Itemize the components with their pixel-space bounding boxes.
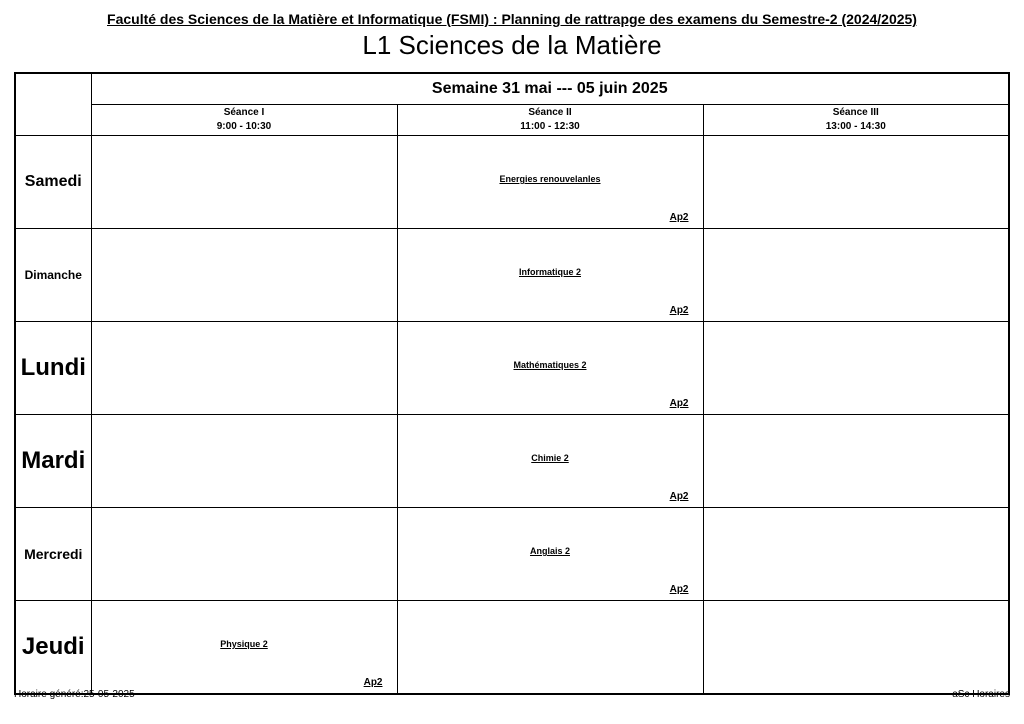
schedule-cell [91, 601, 397, 695]
corner-cell [15, 73, 91, 136]
slot-time: 13:00 - 14:30 [825, 121, 886, 132]
slots-row [15, 105, 1009, 136]
day-row-mardi [15, 415, 1009, 508]
timetable [14, 72, 1010, 695]
schedule-cell [91, 229, 397, 322]
course-name: Chimie 2 [531, 453, 569, 463]
slot-header-2 [397, 105, 703, 136]
slot-name: Séance I [223, 107, 265, 118]
day-row-jeudi [15, 601, 1009, 695]
schedule-cell [703, 229, 1009, 322]
room-label: Ap2 [363, 677, 383, 688]
schedule-cell [397, 601, 703, 695]
schedule-cell [703, 601, 1009, 695]
schedule-cell [397, 322, 703, 415]
class-name-heading: L1 Sciences de la Matière [362, 30, 662, 60]
room-label: Ap2 [669, 491, 689, 502]
schedule-cell [397, 415, 703, 508]
day-label: Dimanche [15, 229, 91, 322]
room-label: Ap2 [669, 584, 689, 595]
schedule-cell [397, 229, 703, 322]
day-row-lundi [15, 322, 1009, 415]
day-row-samedi [15, 136, 1009, 229]
day-row-mercredi [15, 508, 1009, 601]
room-label: Ap2 [669, 398, 689, 409]
day-label: Lundi [15, 322, 91, 415]
schedule-cell [91, 508, 397, 601]
day-label: Mardi [15, 415, 91, 508]
schedule-cell [397, 508, 703, 601]
slot-name: Séance II [528, 107, 572, 118]
day-label: Samedi [15, 136, 91, 229]
course-name: Anglais 2 [529, 546, 570, 556]
schedule-cell [397, 136, 703, 229]
schedule-cell [91, 322, 397, 415]
schedule-cell [703, 136, 1009, 229]
course-name: Informatique 2 [518, 267, 581, 277]
schedule-cell [703, 508, 1009, 601]
schedule-cell [91, 415, 397, 508]
software-credit: aSc Horaires [952, 689, 1010, 700]
schedule-cell [703, 322, 1009, 415]
course-name: Physique 2 [220, 639, 268, 649]
course-name: Energies renouvelanles [499, 174, 601, 184]
week-label: Semaine 31 mai --- 05 juin 2025 [91, 73, 1009, 105]
week-row [15, 73, 1009, 105]
day-label: Mercredi [15, 508, 91, 601]
schedule-cell [703, 415, 1009, 508]
slot-time: 11:00 - 12:30 [520, 121, 580, 132]
generated-date: Horaire généré:25-05-2025 [14, 689, 135, 700]
schedule-cell [91, 136, 397, 229]
room-label: Ap2 [669, 212, 689, 223]
slot-name: Séance III [832, 107, 879, 118]
page-title: Faculté des Sciences de la Matière et Informatique (FSMI) : Planning de rattrapge des examens du Semestre-2 (2024/2025) [107, 11, 917, 27]
course-name: Mathématiques 2 [513, 360, 587, 370]
slot-header-3 [703, 105, 1009, 136]
room-label: Ap2 [669, 305, 689, 316]
slot-header-1 [91, 105, 397, 136]
slot-time: 9:00 - 10:30 [216, 121, 272, 132]
day-label: Jeudi [15, 601, 91, 695]
day-row-dimanche [15, 229, 1009, 322]
